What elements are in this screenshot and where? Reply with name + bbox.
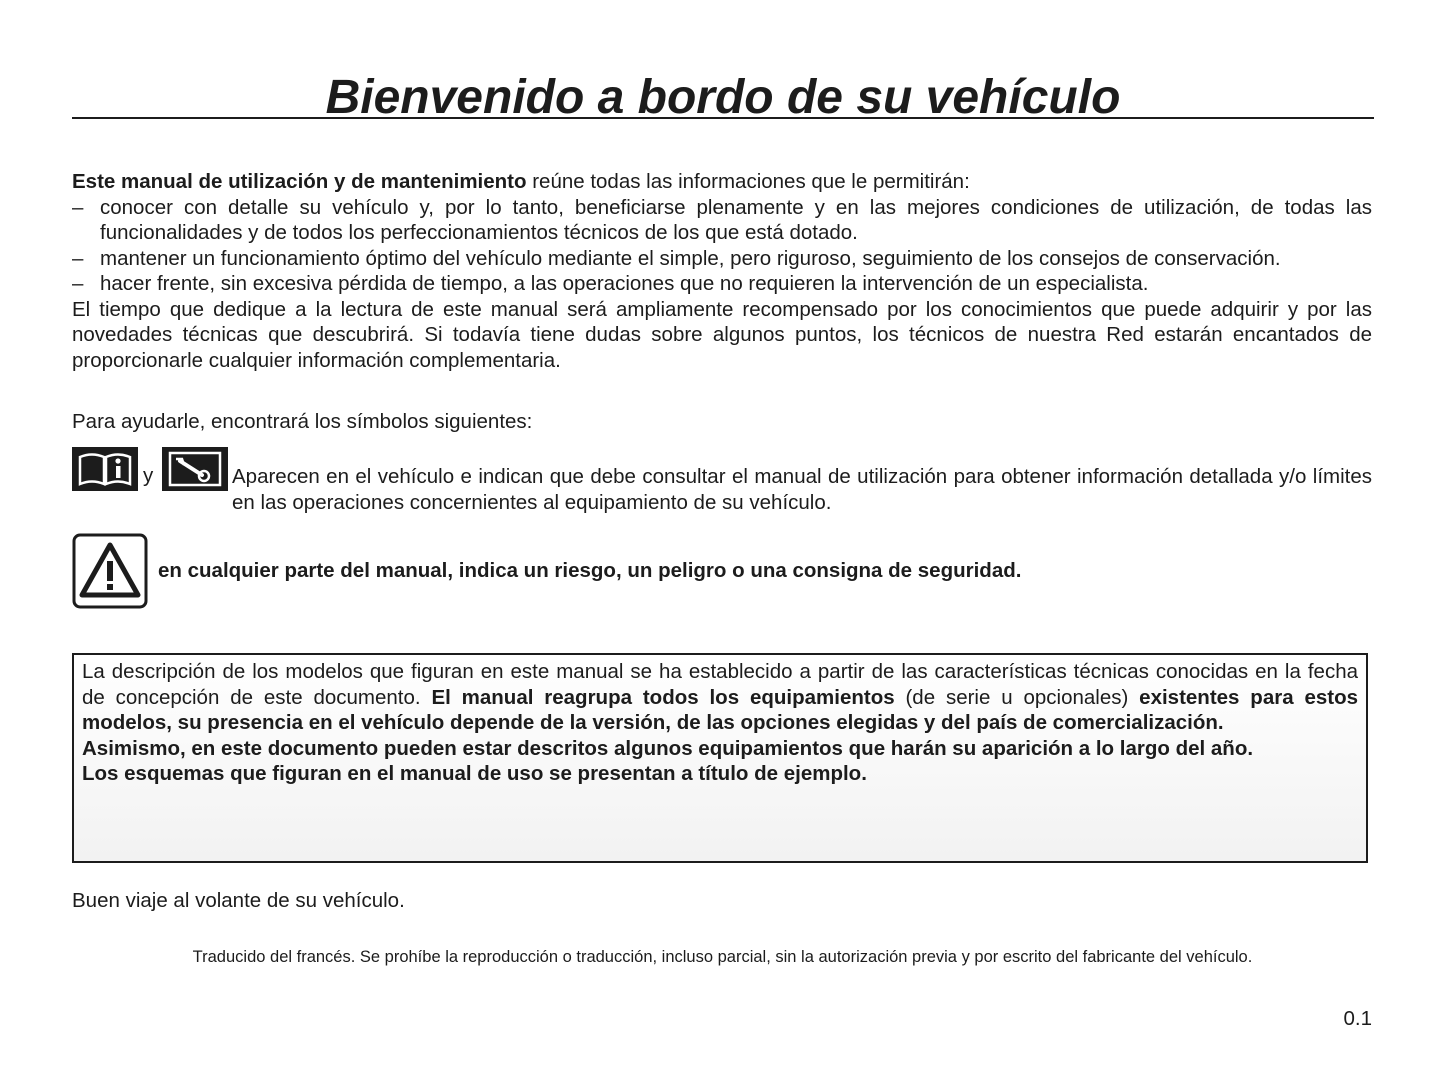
bullet-text: hacer frente, sin excesiva pérdida de tiempo, a las operaciones que no requieren la intervención de un especialista. [100,272,1149,295]
symbols-intro: Para ayudarle, encontrará los símbolos siguientes: [72,410,533,433]
notice-paragraph [82,659,1358,736]
notice-bold-text: existentes para estos modelos, su presencia en el vehículo depende de la versión, de las opciones elegidas y del país de comercialización. [82,685,1358,734]
bullet-dash: – [72,195,84,219]
intro-paragraph: El tiempo que dedique a la lectura de este manual será ampliamente recompensado por los conocimientos que puede adquirir y por las novedades técnicas que descubrirá. Si todavía tiene dudas sobre algunos puntos, los técnicos de nuestra Red estarán encantados de proporcionarle cualquier información complementaria. [72,297,1372,372]
icon-joiner: y [143,464,154,487]
bullet-item [72,195,1372,246]
icons-description: Aparecen en el vehículo e indican que debe consultar el manual de utilización para obtener información detallada y/o límites en las operaciones concernientes al equipamiento de su vehículo. [232,465,1372,514]
intro-section [72,169,1372,373]
bullet-item [72,246,1372,272]
warning-row [72,533,1372,609]
page-title: Bienvenido a bordo de su vehículo [325,71,1121,124]
bullet-text: conocer con detalle su vehículo y, por lo tanto, beneficiarse plenamente y en las mejores condiciones de utilización, de todas las funcionalidades y de todos los perfeccionamientos técnicos de los que está dotado. [100,195,1372,244]
book-info-icon [72,447,138,491]
notice-text: La descripción de los modelos que figuran en este manual se ha establecido a partir de las características técnicas conocidas en la fecha de concepción de este documento. [82,660,1358,709]
notice-text: (de serie u opcionales) [894,685,1140,709]
bullet-dash: – [72,246,84,270]
bullet-text: mantener un funcionamiento óptimo del vehículo mediante el simple, pero riguroso, seguimiento de los consejos de conservación. [100,246,1281,270]
intro-lead-rest: reúne todas las informaciones que le permitirán: [526,170,970,193]
page-header [72,68,1374,124]
intro-lead-bold: Este manual de utilización y de mantenimiento [72,170,527,193]
bullet-dash: – [72,272,84,295]
manual-icons-row [72,447,1372,517]
notice-bold-text: El manual reagrupa todos los equipamientos [431,685,895,709]
page-number: 0.1 [1343,1007,1372,1030]
wrench-icon [162,447,228,491]
bullet-item [72,271,1372,297]
warning-text: en cualquier parte del manual, indica un riesgo, un peligro o una consigna de seguridad. [158,559,1022,582]
notice-line: Los esquemas que figuran en el manual de uso se presentan a título de ejemplo. [82,762,867,785]
notice-box [72,653,1368,863]
closing-text: Buen viaje al volante de su vehículo. [72,889,405,912]
intro-lead [72,169,1372,195]
notice-line: Asimismo, en este documento pueden estar descritos algunos equipamientos que harán su aparición a lo largo del año. [82,736,1254,760]
footnote: Traducido del francés. Se prohíbe la reproducción o traducción, incluso parcial, sin la autorización previa y por escrito del fabricante del vehículo. [192,948,1253,966]
warning-triangle-icon [72,533,148,609]
